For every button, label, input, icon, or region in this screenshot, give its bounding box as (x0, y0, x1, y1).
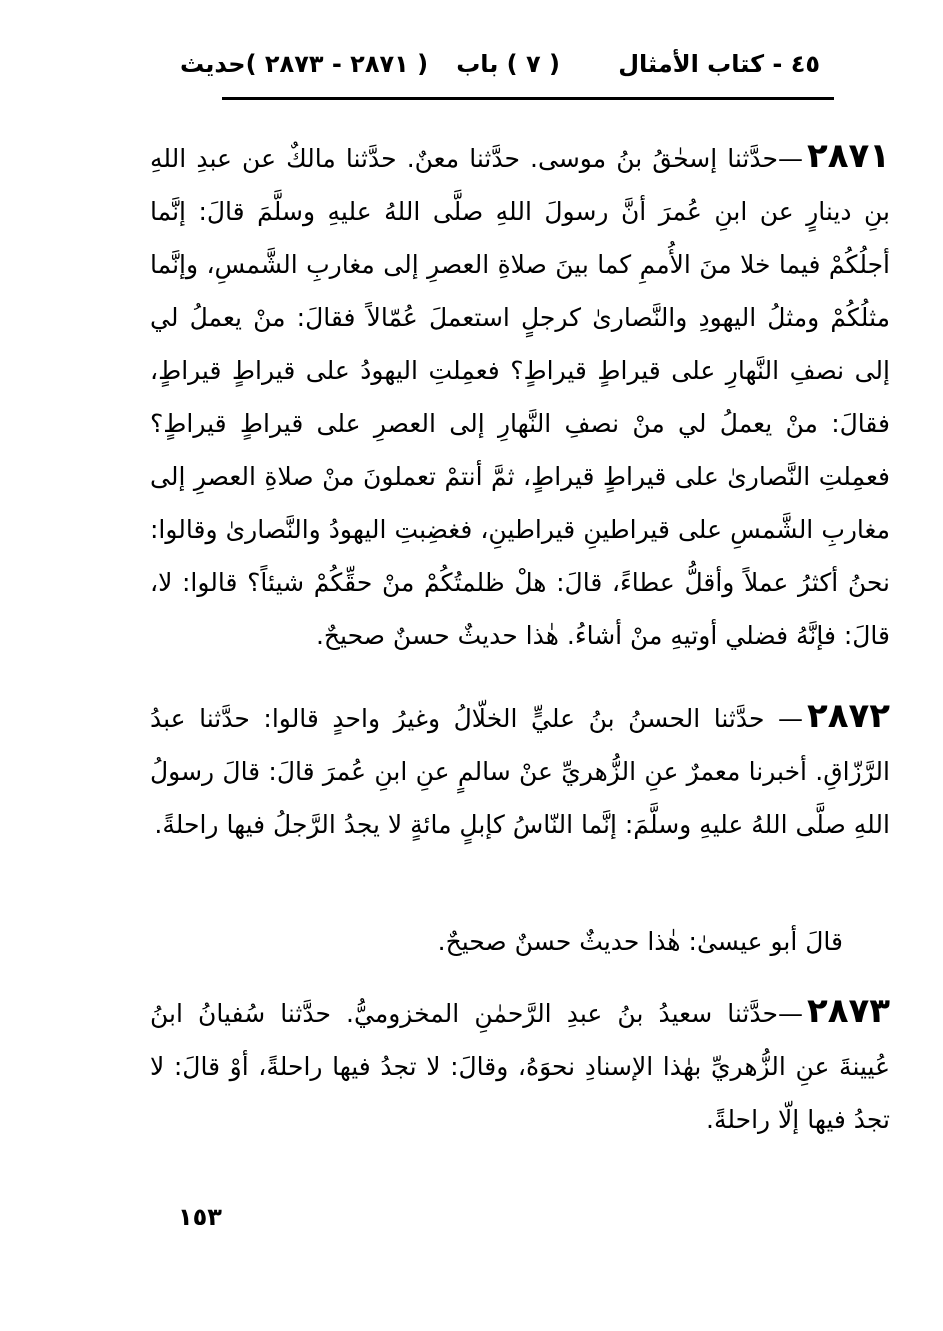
header-divider (222, 97, 834, 100)
hadith-number: ٢٨٧٣ (806, 991, 890, 1031)
abu-isa-comment: قالَ أبو عيسىٰ: هٰذا حديثٌ حسنٌ صحيحٌ. (437, 927, 843, 956)
page-number: ١٥٣ (178, 1203, 222, 1231)
page-header (170, 50, 830, 90)
header-hadith-range: ( ٢٨٧١ - ٢٨٧٣ )حديث (180, 50, 429, 78)
hadith-text: —حدَّثنا سعيدُ بنُ عبدِ الرَّحمٰنِ المخزوميُّ. حدَّثنا سُفيانُ ابنُ عُيينةَ عنِ الزُّهريِّ بهٰذا الإسنادِ نحوَهُ، وقالَ: لا تجدُ فيها راحلةً، أوْ قالَ: لا تجدُ فيها إلّا راحلةً. (150, 999, 890, 1134)
header-book-title: ٤٥ - كتاب الأمثال (618, 50, 820, 78)
hadith-2871 (150, 130, 890, 662)
hadith-text: — حدَّثنا الحسنُ بنُ عليٍّ الخلّالُ وغيرُ واحدٍ قالوا: حدَّثنا عبدُ الرَّزّاقِ. أخبرنا معمرٌ عنِ الزُّهريِّ عنْ سالمٍ عنِ ابنِ عُمرَ قالَ: قالَ رسولُ اللهِ صلَّى اللهُ عليهِ وسلَّمَ: إنَّما النّاسُ كإبلٍ مائةٍ لا يجدُ الرَّجلُ فيها راحلةً. (150, 704, 890, 839)
hadith-2872 (150, 690, 890, 851)
hadith-number: ٢٨٧٢ (806, 696, 890, 736)
header-chapter: ( ٧ ) باب (456, 50, 560, 78)
hadith-text: —حدَّثنا إسحٰقُ بنُ موسى. حدَّثنا معنٌ. حدَّثنا مالكٌ عن عبدِ اللهِ بنِ دينارٍ عن ابنِ عُمرَ أنَّ رسولَ اللهِ صلَّى اللهُ عليهِ وسلَّمَ قالَ: إنَّما أجلُكُمْ فيما خلا منَ الأُممِ كما بينَ صلاةِ العصرِ إلى مغاربِ الشَّمسِ، وإنَّما مثلُكُمْ ومثلُ اليهودِ والنَّصارىٰ كرجلٍ استعملَ عُمّالاً فقالَ: منْ يعملُ لي إلى نصفِ النَّهارِ على قيراطٍ قيراطٍ؟ فعمِلتِ اليهودُ على قيراطٍ قيراطٍ، فقالَ: منْ يعملُ لي منْ نصفِ النَّهارِ إلى العصرِ على قيراطٍ قيراطٍ؟ فعمِلتِ النَّصارىٰ على قيراطٍ قيراطٍ، ثمَّ أنتمْ تعملونَ منْ صلاةِ العصرِ إلى مغاربِ الشَّمسِ على قيراطينِ قيراطينِ، فغضِبتِ اليهودُ والنَّصارىٰ وقالوا: نحنُ أكثرُ عملاً وأقلُّ عطاءً، قالَ: هلْ ظلمتُكُمْ منْ حقِّكُمْ شيئاً؟ قالوا: لا، قالَ: فإنَّهُ فضلي أوتيهِ منْ أشاءُ. هٰذا حديثٌ حسنٌ صحيحٌ. (150, 144, 890, 650)
hadith-number: ٢٨٧١ (806, 136, 890, 176)
hadith-2873 (150, 985, 890, 1146)
